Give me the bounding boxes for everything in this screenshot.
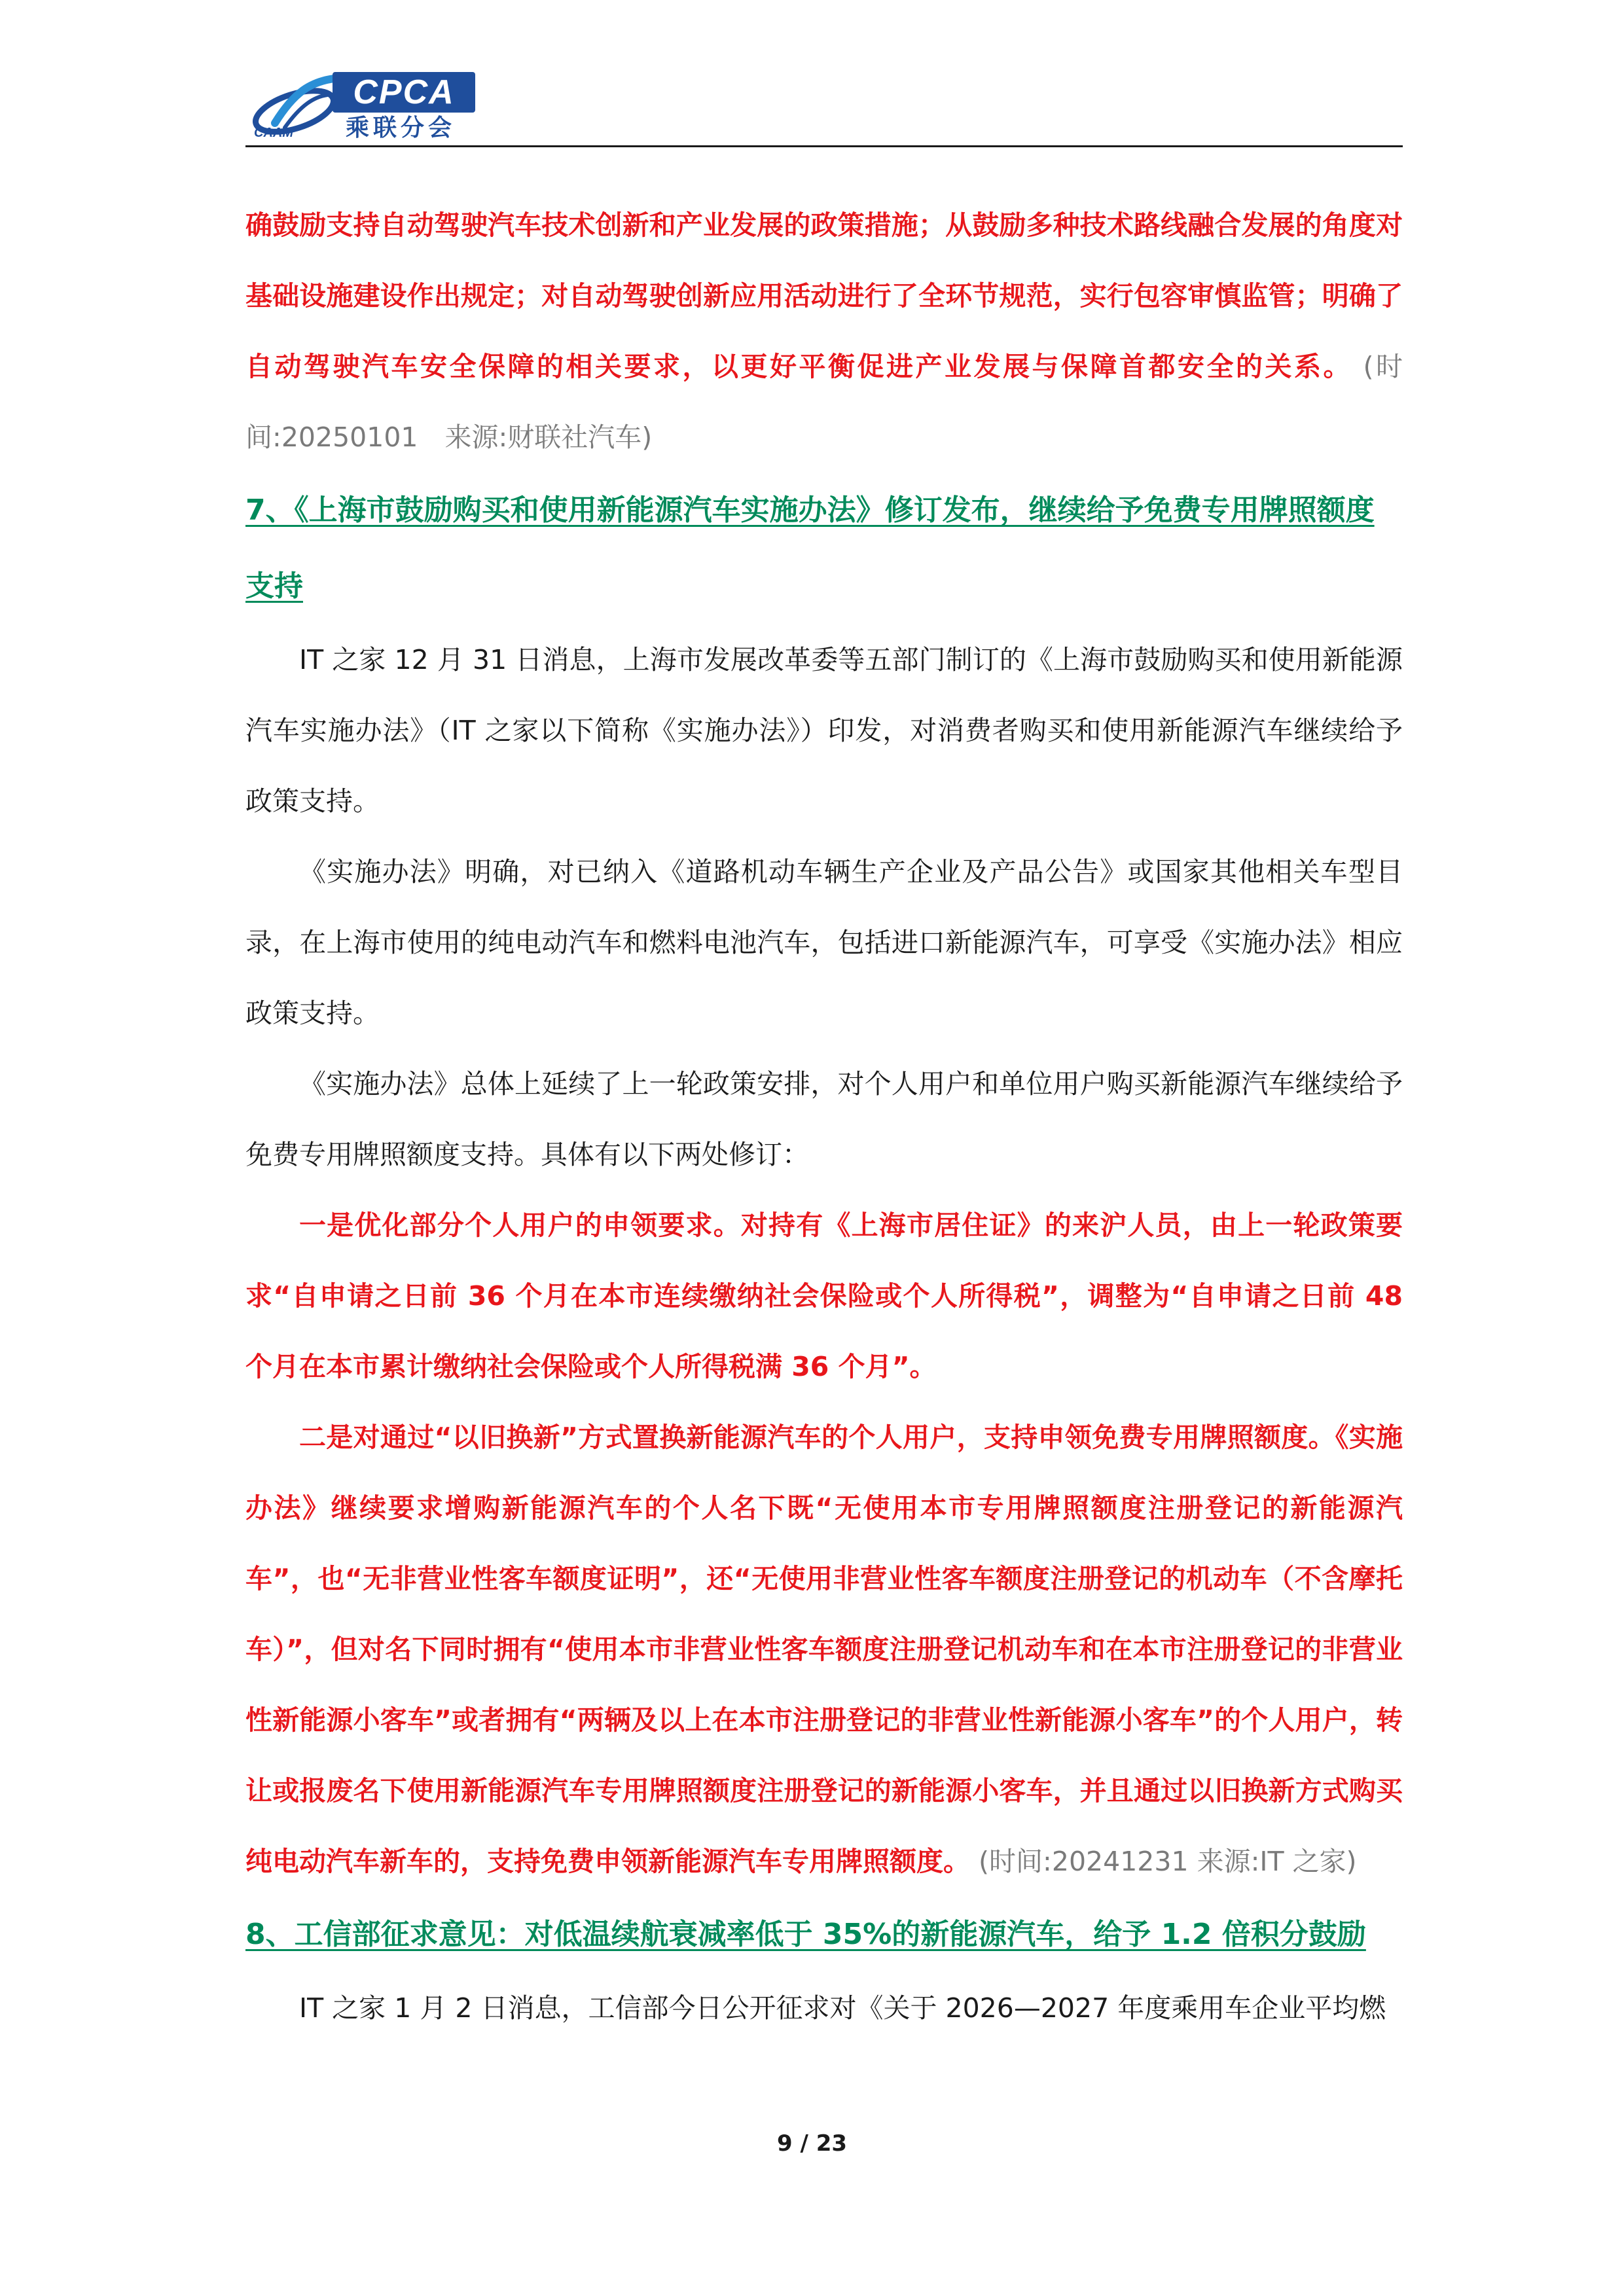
page-number: 9 / 23	[776, 2130, 848, 2157]
paragraph-1-source: (时间:20250101 来源:财联社汽车)	[245, 351, 1403, 453]
paragraph-2: IT 之家 12 月 31 日消息，上海市发展改革委等五部门制订的《上海市鼓励购买和使用新能源汽车实施办法》（IT 之家以下简称《实施办法》）印发，对消费者购买和使用新能源汽车继续给予政策支持。	[245, 644, 1403, 817]
paragraph-4: 《实施办法》总体上延续了上一轮政策安排，对个人用户和单位用户购买新能源汽车继续给予免费专用牌照额度支持。具体有以下两处修订：	[245, 1068, 1403, 1170]
header-divider	[245, 145, 1403, 147]
logo-subtitle: 乘联分会	[346, 115, 456, 141]
paragraph-1	[245, 190, 1403, 473]
paragraph-1-highlight: 确鼓励支持自动驾驶汽车技术创新和产业发展的政策措施；从鼓励多种技术路线融合发展的角度对基础设施建设作出规定；对自动驾驶创新应用活动进行了全环节规范，实行包容审慎监管；明确了自动驾驶汽车安全保障的相关要求，以更好平衡促进产业发展与保障首都安全的关系。	[245, 209, 1403, 382]
paragraph-7: IT 之家 1 月 2 日消息，工信部今日公开征求对《关于 2026—2027 年度乘用车企业平均燃	[299, 1992, 1386, 2024]
paragraph-6	[245, 1402, 1403, 1897]
paragraph-6-source: (时间:20241231 来源:IT 之家)	[979, 1846, 1357, 1877]
logo-wordmark: CPCA	[333, 72, 475, 113]
section-heading-8-text: 8、工信部征求意见：对低温续航衰减率低于 35%的新能源汽车，给予 1.2 倍积分鼓励	[245, 1918, 1366, 1951]
section-heading-7-text: 7、《上海市鼓励购买和使用新能源汽车实施办法》修订发布，继续给予免费专用牌照额度支持	[245, 493, 1375, 603]
section-heading-8	[245, 1897, 1403, 1973]
paragraph-3: 《实施办法》明确，对已纳入《道路机动车辆生产企业及产品公告》或国家其他相关车型目录，在上海市使用的纯电动汽车和燃料电池汽车，包括进口新能源汽车，可享受《实施办法》相应政策支持。	[245, 856, 1403, 1029]
section-heading-7	[245, 473, 1403, 624]
paragraph-5: 一是优化部分个人用户的申领要求。对持有《上海市居住证》的来沪人员，由上一轮政策要求“自申请之日前 36 个月在本市连续缴纳社会保险或个人所得税”，调整为“自申请之日前 48 个月在本市累计缴纳社会保险或个人所得税满 36 个月”。	[245, 1210, 1403, 1382]
document-body	[245, 190, 1403, 2043]
logo-tiny-text: CAAM	[254, 126, 293, 140]
document-header	[249, 65, 1401, 151]
paragraph-6-highlight: 二是对通过“以旧换新”方式置换新能源汽车的个人用户，支持申领免费专用牌照额度。《实施办法》继续要求增购新能源汽车的个人名下既“无使用本市专用牌照额度注册登记的新能源汽车”，也“无非营业性客车额度证明”，还“无使用非营业性客车额度注册登记的机动车（不含摩托车）”，但对名下同时拥有“使用本市非营业性客车额度注册登记机动车和在本市注册登记的非营业性新能源小客车”或者拥有“两辆及以上在本市注册登记的非营业性新能源小客车”的个人用户，转让或报废名下使用新能源汽车专用牌照额度注册登记的新能源小客车，并且通过以旧换新方式购买纯电动汽车新车的，支持免费申领新能源汽车专用牌照额度。	[245, 1422, 1403, 1877]
